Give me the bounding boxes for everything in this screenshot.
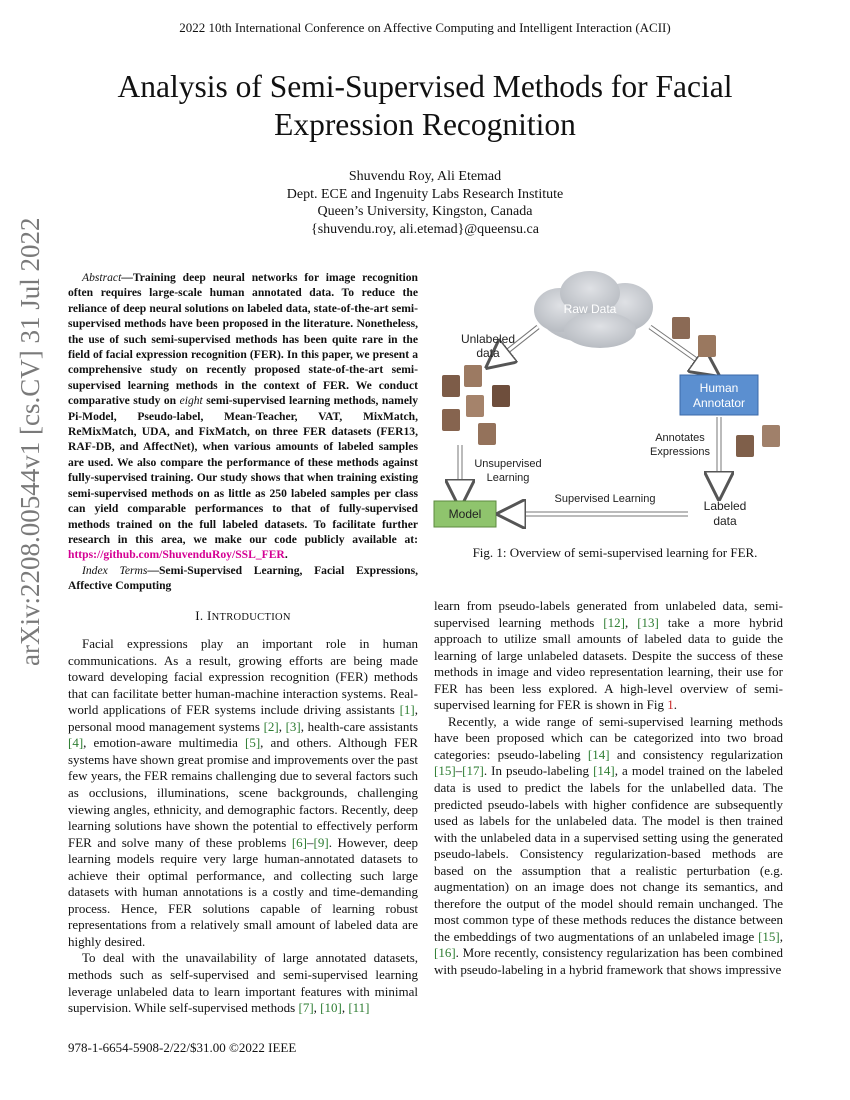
abstract <box>68 270 418 563</box>
citation[interactable]: [6] <box>291 834 308 850</box>
section-title-rest: NTRODUCTION <box>211 611 291 623</box>
arxiv-side-stamp: arXiv:2208.00544v1 [cs.CV] 31 Jul 2022 <box>15 217 45 666</box>
citation[interactable]: [15] <box>758 928 780 944</box>
author-block <box>0 168 850 238</box>
human-annotator-label: Human <box>699 381 739 395</box>
title-line-2: Expression Recognition <box>274 107 576 142</box>
ssl-overview-diagram <box>430 265 800 545</box>
section-heading <box>68 608 418 627</box>
citation[interactable]: [15] <box>434 763 456 779</box>
right-column <box>434 598 783 979</box>
model-label: Model <box>448 507 482 521</box>
citation[interactable]: [5] <box>245 735 261 751</box>
copyright-footer: 978-1-6654-5908-2/22/$31.00 ©2022 IEEE <box>68 1040 297 1055</box>
abstract-emph: eight <box>179 394 203 408</box>
intro-paragraph-2-cont: learn from pseudo-labels generated from unlabeled data, semi-supervised learning methods [12], [13] take a more hybrid approach to utilize small amounts of labeled data to guide the learning of large unlabeled datasets. Despite the success of these methods in image and video representation learning, their use for FER has been less explored. A high-level overview of semi-supervised learning for FER is shown in Fig 1. <box>434 598 784 713</box>
citation[interactable]: [9] <box>313 834 329 850</box>
abstract-text-b: semi-supervised learning methods, namely Pi-Model, Pseudo-label, Mean-Teacher, VAT, MixMatch, ReMixMatch, UDA, and FixMatch, on three FER datasets (FER13, RAF-DB, and AffectNet), when various amounts of labeled samples are used. We also compare the performance of these methods against fully-supervised training. Our study shows that when training existing semi-supervised methods on as little as 250 labeled samples per class can yield comparable performances to that of fully-supervised methods trained on the full labeled datasets. To facilitate further research in this area, we make our code publicly available at: <box>68 394 419 546</box>
annotates-label: Annotates <box>655 432 705 444</box>
affiliation-1: Dept. ECE and Ingenuity Labs Research Institute <box>286 186 564 202</box>
citation[interactable]: [14] <box>587 746 610 762</box>
unlabeled-label-2: data <box>476 346 500 360</box>
labeled-face-thumbnails <box>736 425 780 457</box>
citation[interactable]: [7] <box>298 1000 314 1016</box>
labeled-data-label-2: data <box>713 514 737 528</box>
unsupervised-label-2: Learning <box>486 472 530 484</box>
figure-reference[interactable]: 1 <box>667 697 674 713</box>
abstract-label: Abstract <box>82 271 122 284</box>
citation[interactable]: [10] <box>320 1000 342 1016</box>
raw-data-label: Raw Data <box>563 302 617 316</box>
code-link[interactable]: https://github.com/ShuvenduRoy/SSL_FER <box>68 548 285 562</box>
title-line-1: Analysis of Semi-Supervised Methods for Facial <box>117 69 733 104</box>
abstract-text-a: —Training deep neural networks for image recognition often requires large-scale human annotated data. To reduce the reliance of deep neural solutions on labeled data, state-of-the-art semi-supervised methods have been proposed in the literature. Nonetheless, the use of such semi-supervised methods has been quite rare in the field of facial expression recognition (FER). In this paper, we present a comprehensive study on recently proposed state-of-the-art semi-supervised learning methods in the context of FER. We conduct comparative study on <box>68 271 418 408</box>
unlabeled-face-thumbnails <box>442 365 510 445</box>
citation[interactable]: [4] <box>68 735 84 751</box>
raw-data-cloud <box>534 271 653 348</box>
annotates-label-2: Expressions <box>650 446 710 458</box>
paper-title <box>60 68 790 144</box>
index-terms <box>68 563 418 594</box>
citation[interactable]: [13] <box>637 614 659 630</box>
affiliation-2: Queen’s University, Kingston, Canada <box>317 204 533 219</box>
section-title-first: I <box>206 607 212 623</box>
index-terms-label: Index Terms <box>82 563 148 577</box>
figure-1 <box>430 265 800 545</box>
citation[interactable]: [14] <box>593 763 615 779</box>
index-terms-text: —Semi-Supervised Learning, Facial Expressions, Affective Computing <box>68 563 418 593</box>
citation[interactable]: [16] <box>434 945 456 961</box>
unlabeled-label: Unlabeled <box>460 332 516 346</box>
citation[interactable]: [17] <box>462 763 484 779</box>
citation[interactable]: [3] <box>285 718 301 734</box>
figure-caption: Fig. 1: Overview of semi-supervised learning for FER. <box>472 545 758 560</box>
intro-paragraph-3: Recently, a wide range of semi-supervised learning methods have been proposed which can be categorized into two broad categories: pseudo-labeling [14] and consistency regularization [15]–[17]. In pseudo-labeling [14], a model trained on the labeled data is used to predict the labels for the unlabelled data. The predicted pseudo-labels with higher confidence are subsequently used as labels for the unlabeled data. The model is then trained with the unlabeled data in a supervised setting using the generated pseudo-labels. Consistency regularization-based methods are based on the assumption that a realistic perturbation (e.g. augmentation) on an image does not change its semantics, and therefore the output of the model should remain unchanged. The most common type of these methods reduces the distance between the embeddings of two augmentations of an unlabeled image [15], [16]. More recently, consistency regularization has been combined with pseudo-labeling in a hybrid framework that shows impressive <box>434 713 783 978</box>
section-number: I. <box>195 607 204 623</box>
citation[interactable]: [2] <box>263 718 279 734</box>
author-names: Shuvendu Roy, Ali Etemad <box>348 169 502 184</box>
supervised-label: Supervised Learning <box>554 493 656 505</box>
abstract-text-c: . <box>284 548 288 562</box>
labeled-data-label: Labeled <box>703 499 747 513</box>
author-email: {shuvendu.roy, ali.etemad}@queensu.ca <box>311 221 539 237</box>
intro-paragraph-1: Facial expressions play an important role in human communications. As a result, growing efforts are being made toward developing facial expression recognition (FER) methods that can facilitate better human-machine interaction systems. Real-world applications of FER systems include driving assistants [1], personal mood management systems [2], [3], health-care assistants [4], emotion-aware multimedia [5], and others. Although FER systems have shown great promise and improvements over the past few years, the FER remains challenging due to several factors such as occlusions, illuminations, scene backgrounds, challenging viewing angles, ethnicity, and demographic factors. Recently, deep learning solutions have shown the potential to effectively perform FER and solve many of these problems [6]–[9]. However, deep learning models require very large human-annotated datasets to achieve their optimal performance, and collecting such large datasets with human annotations is a costly and time-demanding process. Hence, FER solutions capable of learning robust representations from a relatively small amount of labeled data are highly desired. <box>68 636 419 949</box>
conference-header: 2022 10th International Conference on Affective Computing and Intelligent Interaction (ACII) <box>179 20 671 35</box>
raw-face-thumbnails <box>672 317 716 357</box>
unsupervised-label: Unsupervised <box>474 458 542 470</box>
human-annotator-label-2: Annotator <box>692 396 746 410</box>
citation[interactable]: [11] <box>348 1000 370 1016</box>
citation[interactable]: [12] <box>603 614 625 630</box>
intro-paragraph-2: To deal with the unavailability of large annotated datasets, methods such as self-supervised and semi-supervised learning leverage unlabeled data to learn important features with minimal supervision. While self-supervised methods [7], [10], [11] <box>68 950 418 1016</box>
left-column <box>68 270 418 1017</box>
citation[interactable]: [1] <box>399 702 415 718</box>
